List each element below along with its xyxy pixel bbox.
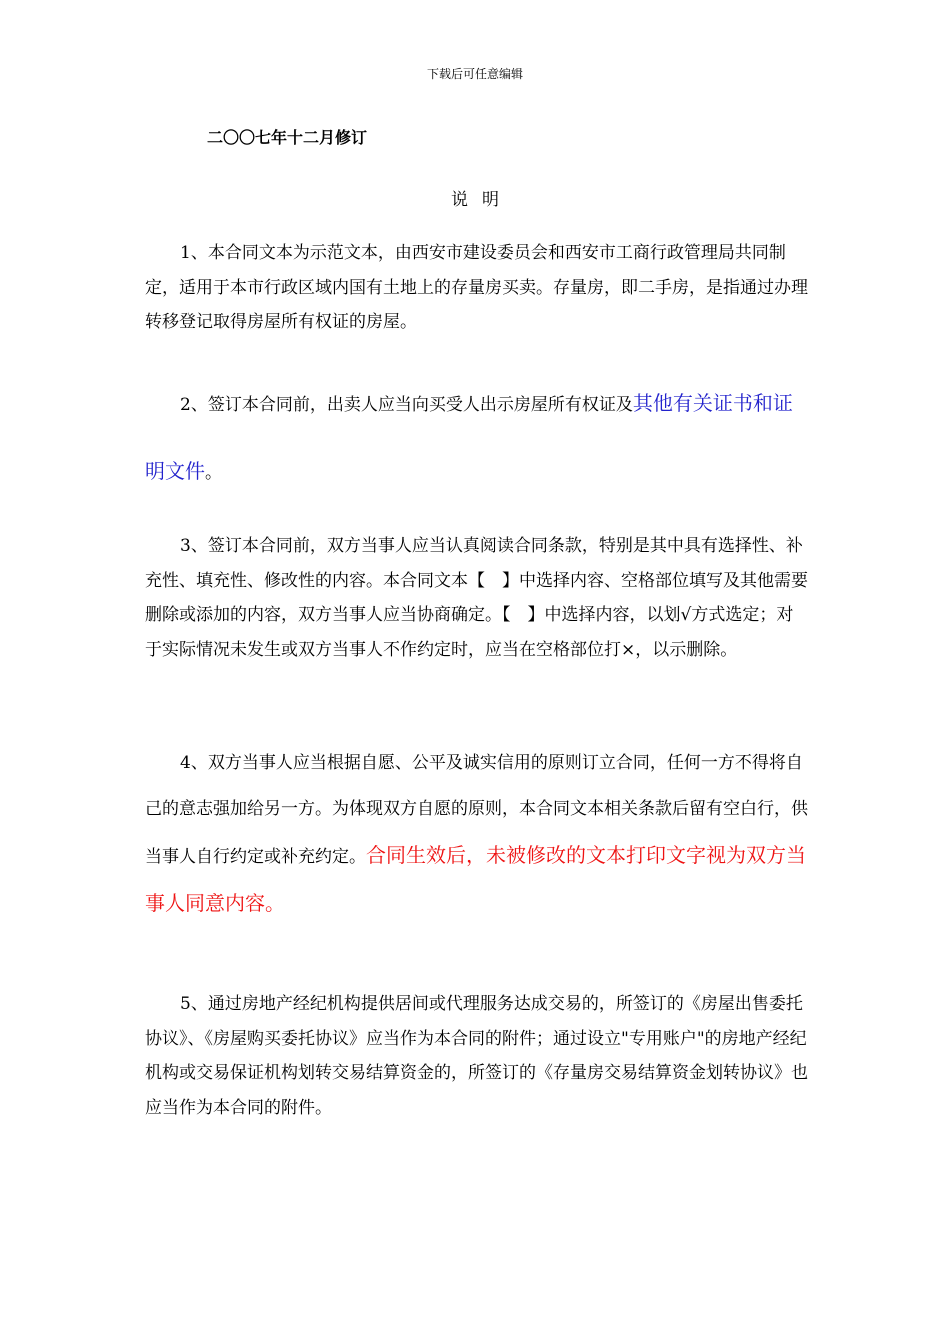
paragraph-2-highlight: 其他有关证书和证明文件 bbox=[145, 391, 793, 483]
document-heading: 说明 bbox=[451, 190, 513, 210]
paragraph-2 bbox=[145, 370, 810, 506]
paragraph-1: 1、本合同文本为示范文本，由西安市建设委员会和西安市工商行政管理局共同制定，适用于本市行政区域内国有土地上的存量房买卖。存量房，即二手房，是指通过办理转移登记取得房屋所有权证的房屋。 bbox=[145, 243, 808, 332]
paragraph-4 bbox=[145, 740, 810, 928]
paragraph-4-highlight: 合同生效后，未被修改的文本打印文字视为双方当事人同意内容。 bbox=[145, 843, 806, 915]
paragraph-2-text: 2、签订本合同前，出卖人应当向买受人出示房屋所有权证及 bbox=[180, 395, 633, 415]
paragraph-5: 5、通过房地产经纪机构提供居间或代理服务达成交易的，所签订的《房屋出售委托协议》、《房屋购买委托协议》应当作为本合同的附件；通过设立"专用账户"的房地产经纪机构或交易保证机构划转交易结算资金的，所签订的《存量房交易结算资金划转协议》也应当作为本合同的附件。 bbox=[145, 994, 808, 1118]
paragraph-3: 3、签订本合同前，双方当事人应当认真阅读合同条款，特别是其中具有选择性、补充性、填充性、修改性的内容。本合同文本【 】中选择内容、空格部位填写及其他需要删除或添加的内容，双方当事人应当协商确定。【 】中选择内容，以划√方式选定；对于实际情况未发生或双方当事人不作约定时，应当在空格部位打×，以示删除。 bbox=[145, 536, 808, 660]
revision-date: 二〇〇七年十二月修订 bbox=[207, 128, 368, 147]
paragraph-4-text: 4、双方当事人应当根据自愿、公平及诚实信用的原则订立合同，任何一方不得将自己的意志强加给另一方。为体现双方自愿的原则，本合同文本相关条款后留有空白行，供当事人自行约定或补充约定。 bbox=[145, 753, 808, 867]
paragraph-2-end: 。 bbox=[205, 463, 222, 483]
page-header: 下载后可任意编辑 bbox=[426, 67, 523, 81]
